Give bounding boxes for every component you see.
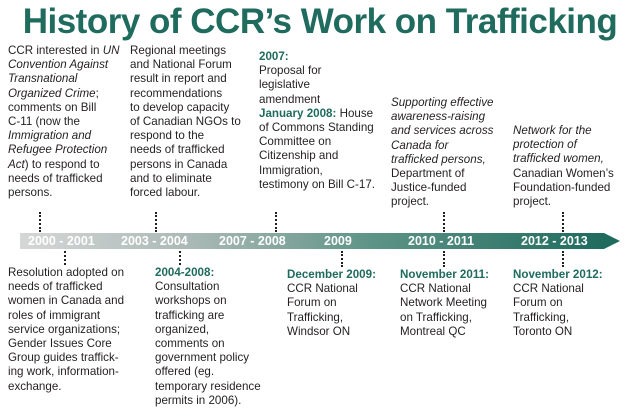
page-title: History of CCR’s Work on Trafficking [22,2,618,41]
connector-2004-bottom [179,251,181,265]
connector-2000-top [39,212,41,232]
timeline-arrow-tip [604,233,620,249]
entry-2007-top: 2007: Proposal for legislative amendment January 2008: House of Commons Standing Committee on Citizenship and Immigration, testimony on Bill C-17. [259,50,375,191]
year-label-2003: 2003 - 2004 [121,234,188,248]
entry-2009-bottom: December 2009: CCR National Forum on Trafficking, Windsor ON [287,268,376,338]
timeline-gradient [20,233,604,249]
entry-2010-top: Supporting effective awareness-raising and services across Canada for trafficked persons, Department of Justice-funded project. [391,96,494,209]
year-label-2009: 2009 [324,234,352,248]
entry-2004-bottom: 2004-2008: Consultation workshops on trafficking are organized, comments on government policy offered (eg. temporary residence permits in 2006). [155,266,261,407]
connector-2012-bottom [562,251,564,267]
year-label-2012: 2012 - 2013 [521,234,588,248]
connector-2012-top [562,212,564,232]
connector-2011-bottom [443,251,445,267]
entry-2003-top: Regional meetings and National Forum result in report and recommendations to develop capacity of Canadian NGOs to respond to the needs of trafficked persons in Canada and to eliminate forced labour. [130,44,241,200]
year-label-2007: 2007 - 2008 [219,234,286,248]
connector-2000-bottom [64,251,66,265]
entry-2012-bottom: November 2012: CCR National Forum on Trafficking, Toronto ON [513,268,603,338]
connector-2007-top [275,212,277,232]
entry-2000-top: CCR interested in UN Convention Against Transnational Organized Crime; comments on Bill C-11 (now the Immigration and Refugee Protection Act) to respond to needs of trafficked persons. [8,44,120,200]
entry-2011-bottom: November 2011: CCR National Network Meeting on Trafficking, Montreal QC [400,268,489,338]
entry-2000-bottom: Resolution adopted on needs of trafficked women in Canada and roles of immigrant service organizations; Gender Issues Core Group guides traffick- ing work, information- exchange. [8,266,125,393]
connector-2010-top [443,212,445,232]
year-label-2010: 2010 - 2011 [408,234,475,248]
connector-2009-bottom [341,251,343,267]
connector-2003-top [155,212,157,232]
entry-2012-top: Network for the protection of trafficked women, Canadian Women’s Foundation-funded project. [513,124,614,209]
year-label-2000: 2000 - 2001 [28,234,95,248]
